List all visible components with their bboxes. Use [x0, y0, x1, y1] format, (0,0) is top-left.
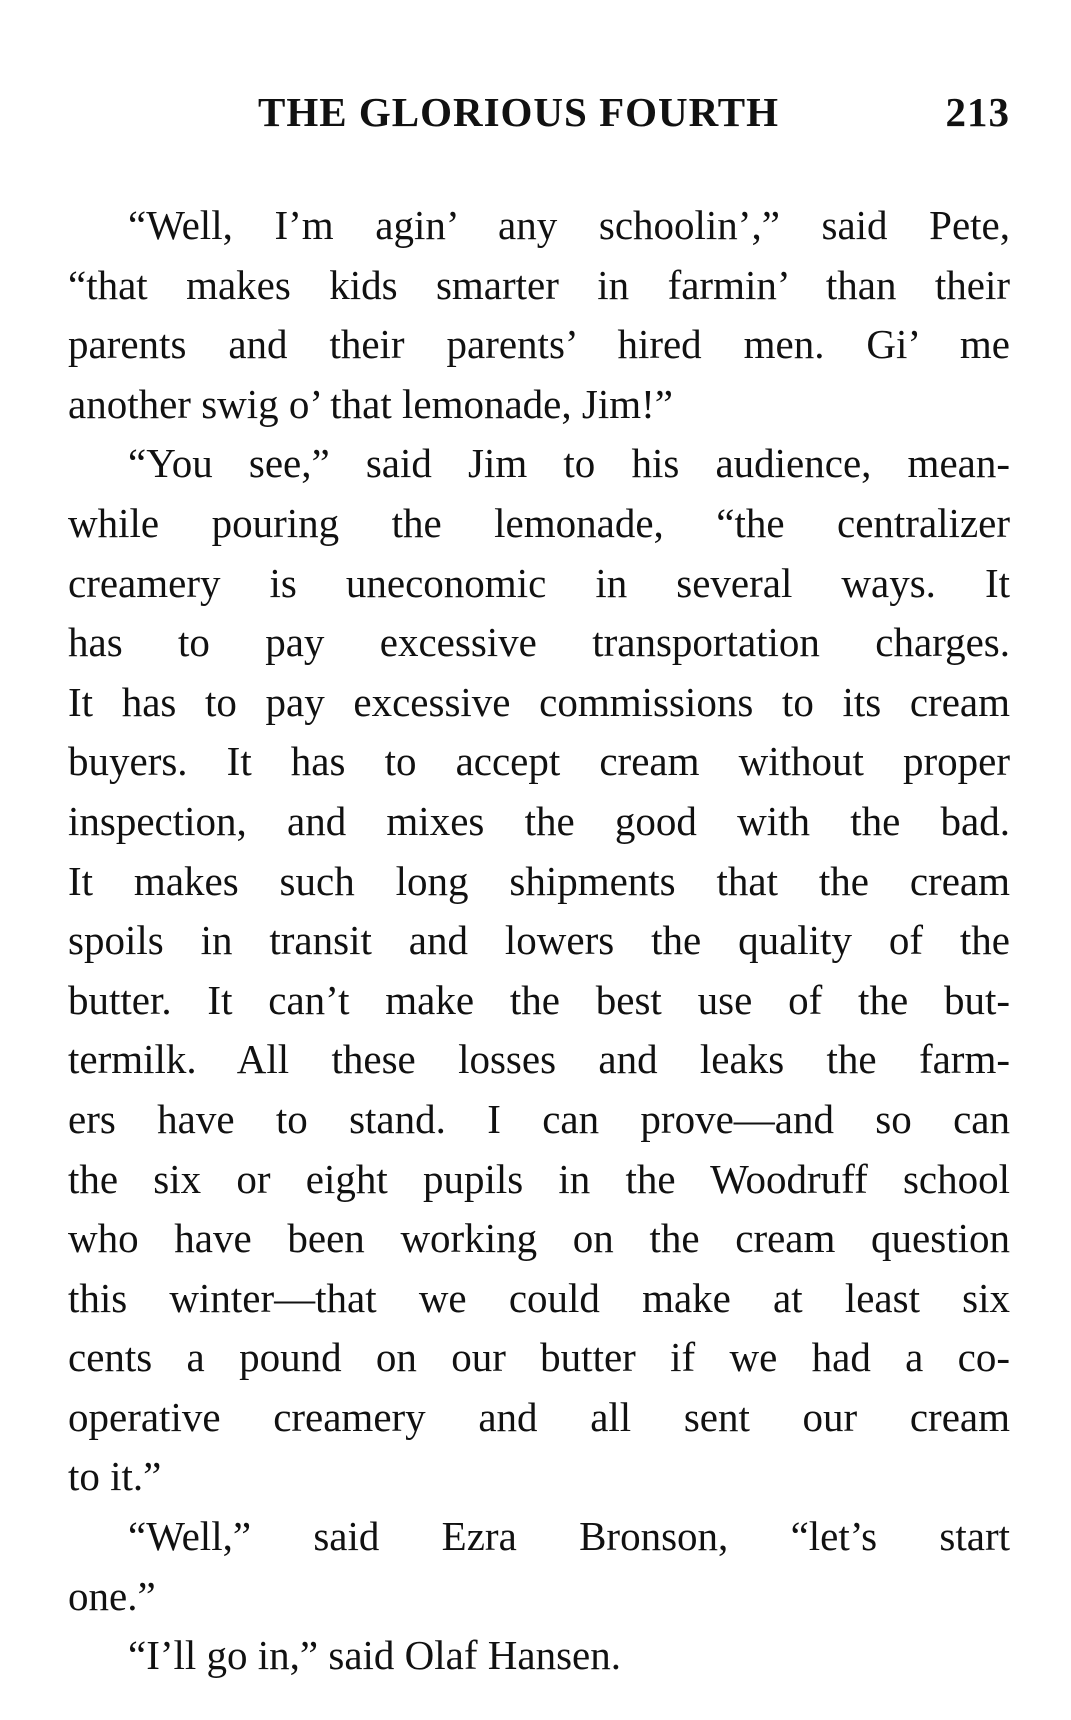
text-line: buyers. It has to accept cream without proper [68, 738, 1010, 785]
text-line: spoils in transit and lowers the quality of the [68, 917, 1010, 964]
text-line: inspection, and mixes the good with the bad. [68, 797, 1010, 844]
text-line: this winter—that we could make at least six [68, 1274, 1010, 1321]
text-line: who have been working on the cream question [68, 1215, 1010, 1262]
text-line: parents and their parents’ hired men. Gi’ me [68, 321, 1010, 368]
text-line: has to pay excessive transportation charges. [68, 619, 1010, 666]
text-line: creamery is uneconomic in several ways. It [68, 559, 1010, 606]
text-line: operative creamery and all sent our cream [68, 1393, 1010, 1440]
page-number: 213 [945, 89, 1010, 135]
text-line: It has to pay excessive commissions to its cream [68, 678, 1010, 725]
text-line: while pouring the lemonade, “the centralizer [68, 499, 1010, 546]
body-text [68, 196, 1010, 1686]
text-line: to it.” [68, 1453, 162, 1500]
text-line: termilk. All these losses and leaks the farm- [68, 1036, 1010, 1083]
text-line: It makes such long shipments that the cream [68, 857, 1010, 904]
text-line: butter. It can’t make the best use of the but- [68, 976, 1010, 1023]
text-line: “I’ll go in,” said Olaf Hansen. [128, 1632, 621, 1679]
text-line: “You see,” said Jim to his audience, mean- [128, 440, 1010, 487]
text-line: ers have to stand. I can prove—and so can [68, 1095, 1010, 1142]
text-line: “Well, I’m agin’ any schoolin’,” said Pete, [128, 202, 1010, 248]
running-title: THE GLORIOUS FOURTH [258, 89, 780, 135]
text-line: cents a pound on our butter if we had a co- [68, 1334, 1010, 1381]
text-line: another swig o’ that lemonade, Jim!” [68, 380, 673, 427]
running-head [258, 88, 1010, 138]
text-line: “Well,” said Ezra Bronson, “let’s start [128, 1513, 1010, 1560]
text-line: “that makes kids smarter in farmin’ than their [68, 261, 1010, 308]
text-line: one.” [68, 1572, 156, 1619]
text-line: the six or eight pupils in the Woodruff school [68, 1155, 1010, 1202]
